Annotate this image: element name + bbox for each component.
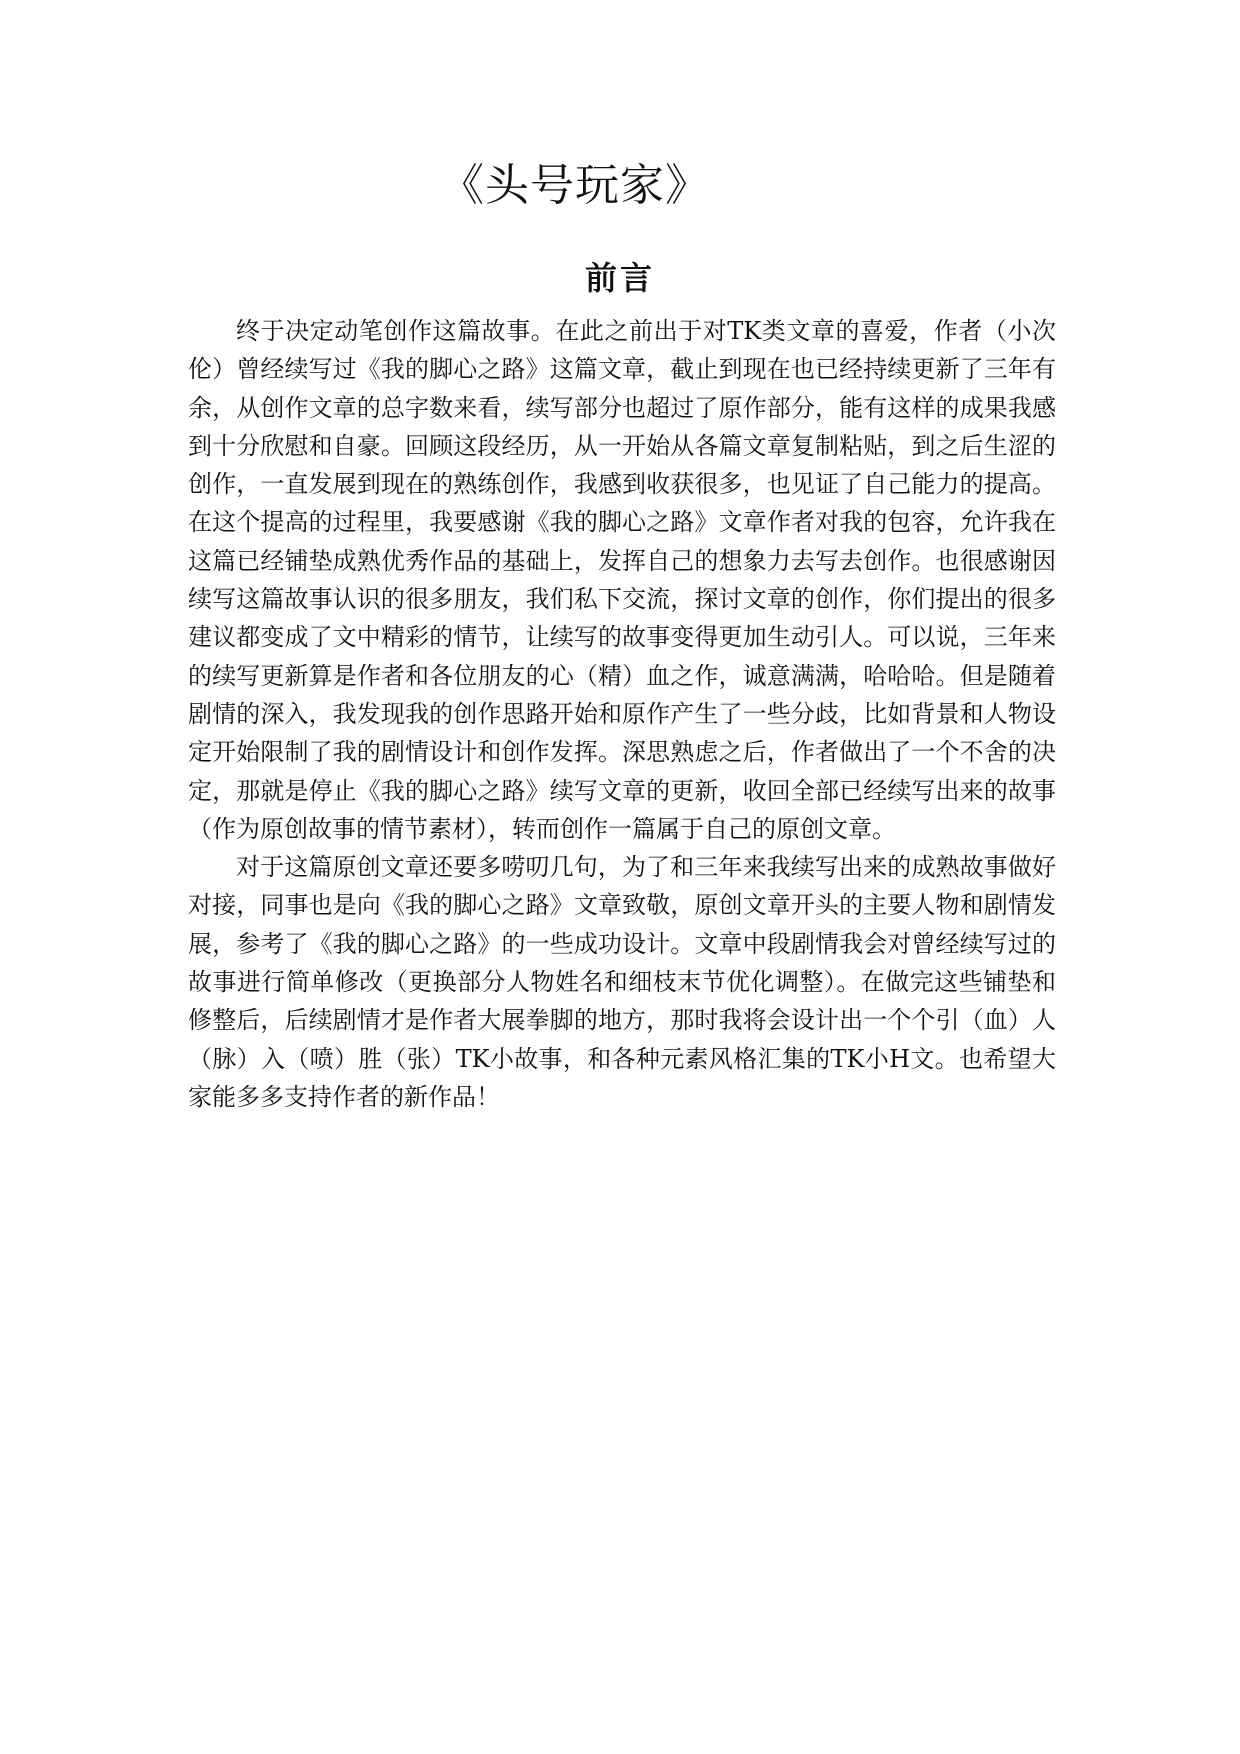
book-title: 《头号玩家》 (440, 160, 710, 211)
paragraph: 对于这篇原创文章还要多唠叨几句，为了和三年来我续写出来的成熟故事做好对接，同事也是向《我的脚心之路》文章致敬，原创文章开头的主要人物和剧情发展，参考了《我的脚心之路》的一些成功设计。文章中段剧情我会对曾经续写过的故事进行简单修改（更换部分人物姓名和细枝末节优化调整）。在做完这些铺垫和修整后，后续剧情才是作者大展拳脚的地方，那时我将会设计出一个个引（血）人（脉）入（喷）胜（张）TK小故事，和各种元素风格汇集的TK小H文。也希望大家能多多支持作者的新作品！ (188, 853, 1056, 1111)
paragraph: 终于决定动笔创作这篇故事。在此之前出于对TK类文章的喜爱，作者（小次伦）曾经续写过《我的脚心之路》这篇文章，截止到现在也已经持续更新了三年有余，从创作文章的总字数来看，续写部分也超过了原作部分，能有这样的成果我感到十分欣慰和自豪。回顾这段经历，从一开始从各篇文章复制粘贴，到之后生涩的创作，一直发展到现在的熟练创作，我感到收获很多，也见证了自己能力的提高。在这个提高的过程里，我要感谢《我的脚心之路》文章作者对我的包容，允许我在这篇已经铺垫成熟优秀作品的基础上，发挥自己的想象力去写去创作。也很感谢因续写这篇故事认识的很多朋友，我们私下交流，探讨文章的创作，你们提出的很多建议都变成了文中精彩的情节，让续写的故事变得更加生动引人。可以说，三年来的续写更新算是作者和各位朋友的心（精）血之作，诚意满满，哈哈哈。但是随着剧情的深入，我发现我的创作思路开始和原作产生了一些分歧，比如背景和人物设定开始限制了我的剧情设计和创作发挥。深思熟虑之后，作者做出了一个不舍的决定，那就是停止《我的脚心之路》续写文章的更新，收回全部已经续写出来的故事（作为原创故事的情节素材），转而创作一篇属于自己的原创文章。 (188, 317, 1056, 843)
section-heading: 前言 (584, 259, 655, 297)
body-text (188, 312, 1056, 1116)
